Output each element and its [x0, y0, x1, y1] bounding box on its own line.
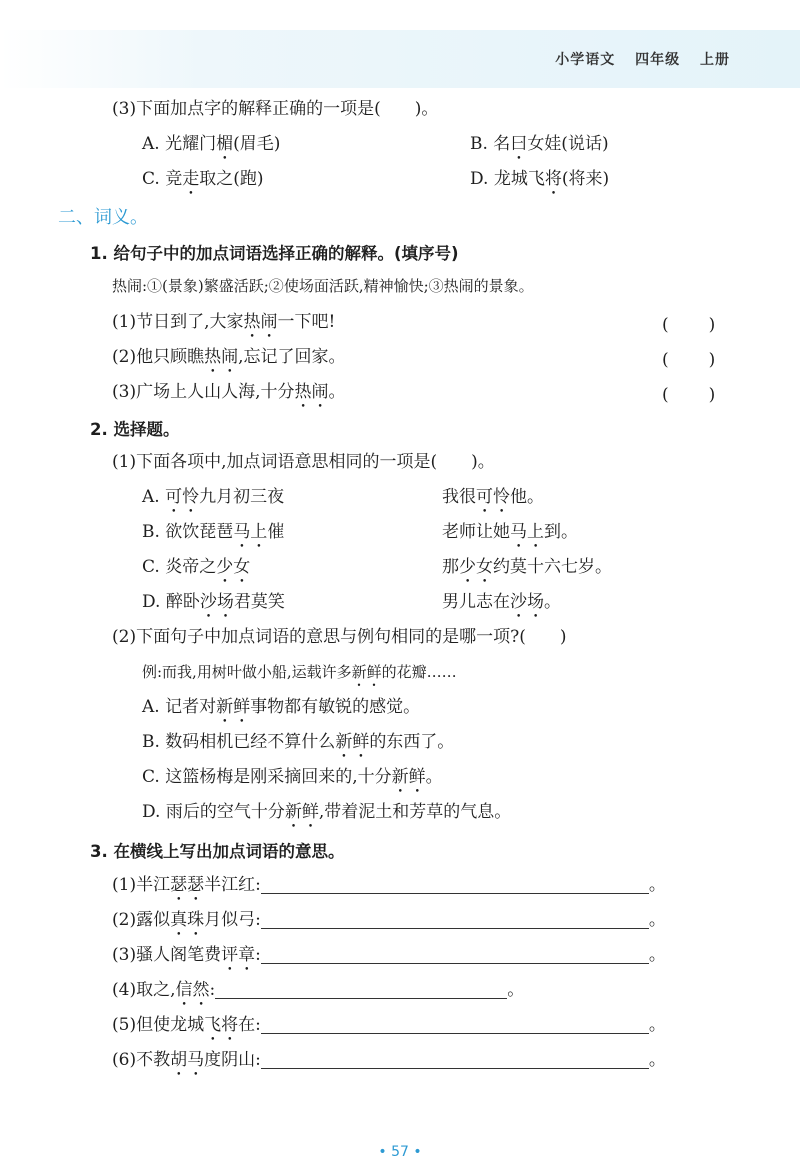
part2-option-c-left: C. 炎帝之少女	[142, 557, 251, 577]
q3-option-a: A. 光耀门楣(眉毛)	[142, 134, 281, 154]
page-number: • 57 •	[378, 1144, 422, 1160]
answer-paren-1[interactable]: ( )	[662, 315, 718, 335]
page-header	[541, 49, 730, 69]
part2-example: 例:而我,用树叶做小船,运载许多新鲜的花瓣……	[142, 663, 457, 681]
part1-sentence-2: (2)他只顾瞧热闹,忘记了回家。	[112, 347, 346, 367]
part2-option-a-right: 我很可怜他。	[442, 487, 544, 507]
part2-sub2-option-d: D. 雨后的空气十分新鲜,带着泥土和芳草的气息。	[142, 802, 512, 822]
q3-option-c: C. 竞走取之(跑)	[142, 169, 264, 189]
part1-definition: 热闹:①(景象)繁盛活跃;②使场面活跃,精神愉快;③热闹的景象。	[112, 277, 534, 295]
part1-title: 1. 给句子中的加点词语选择正确的解释。(填序号)	[90, 244, 459, 263]
part3-title: 3. 在横线上写出加点词语的意思。	[90, 842, 345, 861]
header-subject: 小学语文	[555, 52, 616, 68]
header-volume: 上册	[700, 52, 730, 68]
part2-sub2-option-c: C. 这篮杨梅是刚采摘回来的,十分新鲜。	[142, 767, 443, 787]
q3-stem: (3)下面加点字的解释正确的一项是( )。	[112, 99, 439, 119]
part2-option-b-left: B. 欲饮琵琶马上催	[142, 522, 285, 542]
part2-option-a-left: A. 可怜九月初三夜	[142, 487, 285, 507]
part2-sub1-stem: (1)下面各项中,加点词语意思相同的一项是( )。	[112, 452, 495, 472]
answer-line-5[interactable]	[261, 1015, 649, 1034]
answer-line-6[interactable]	[261, 1050, 649, 1069]
section-title-2: 二、词义。	[58, 207, 148, 228]
part2-option-b-right: 老师让她马上到。	[442, 522, 578, 542]
part2-sub2-stem: (2)下面句子中加点词语的意思与例句相同的是哪一项?( )	[112, 627, 567, 647]
answer-line-2[interactable]	[261, 910, 649, 929]
part1-sentence-3: (3)广场上人山人海,十分热闹。	[112, 382, 346, 402]
part2-title: 2. 选择题。	[90, 420, 180, 439]
part2-option-d-right: 男儿志在沙场。	[442, 592, 561, 612]
q3-option-b: B. 名曰女娃(说话)	[470, 134, 609, 154]
part3-item-5: (5)但使龙城飞将在: 。	[112, 1015, 666, 1035]
part3-item-6: (6)不教胡马度阴山: 。	[112, 1050, 666, 1070]
part1-sentence-1: (1)节日到了,大家热闹一下吧!	[112, 312, 336, 332]
part3-item-2: (2)露似真珠月似弓: 。	[112, 910, 666, 930]
answer-line-1[interactable]	[261, 875, 649, 894]
part2-sub2-option-a: A. 记者对新鲜事物都有敏锐的感觉。	[142, 697, 421, 717]
part3-item-1: (1)半江瑟瑟半江红: 。	[112, 875, 666, 895]
part3-item-4: (4)取之,信然: 。	[112, 980, 525, 1000]
part2-option-c-right: 那少女约莫十六七岁。	[442, 557, 612, 577]
part3-item-3: (3)骚人阁笔费评章: 。	[112, 945, 666, 965]
part2-sub2-option-b: B. 数码相机已经不算什么新鲜的东西了。	[142, 732, 455, 752]
header-grade: 四年级	[635, 52, 681, 68]
answer-line-3[interactable]	[261, 945, 649, 964]
q3-option-d: D. 龙城飞将(将来)	[470, 169, 610, 189]
answer-paren-3[interactable]: ( )	[662, 385, 718, 405]
answer-paren-2[interactable]: ( )	[662, 350, 718, 370]
answer-line-4[interactable]	[215, 980, 507, 999]
part2-option-d-left: D. 醉卧沙场君莫笑	[142, 592, 285, 612]
